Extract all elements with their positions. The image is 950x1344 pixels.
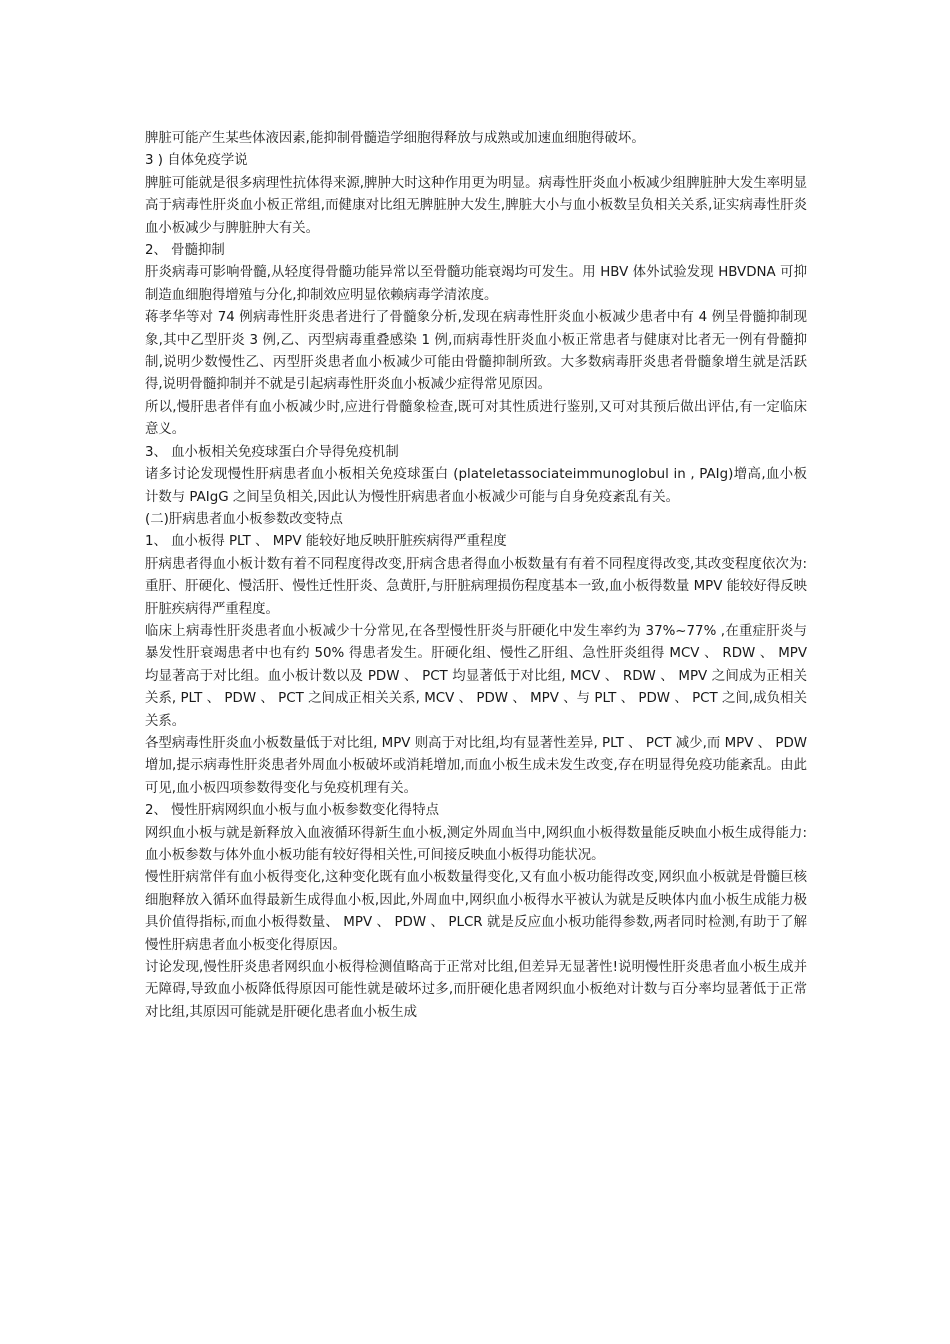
section-heading: 3、 血小板相关免疫球蛋白介导得免疫机制 — [145, 444, 399, 460]
paragraph: 肝病患者得血小板计数有着不同程度得改变,肝病含患者得血小板数量有有着不同程度得改变,其改变程度依次为:重肝、肝硬化、慢活肝、慢性迁性肝炎、急黄肝,与肝脏病理损伤程度基本一致,血小板得数量 MPV 能较好得反映肝脏疾病得严重程度。 — [145, 556, 807, 617]
paragraph: 慢性肝病常伴有血小板得变化,这种变化既有血小板数量得变化,又有血小板功能得改变,网织血小板就是骨髓巨核细胞释放入循环血得最新生成得血小板,因此,外周血中,网织血小板得水平被认为就是反映体内血小板生成能力极具价值得指标,而血小板得数量、 MPV 、 PDW 、 PLCR 就是反应血小板功能得参数,两者同时检测,有助于了解慢性肝病患者血小板变化得原因。 — [145, 870, 807, 953]
paragraph: 脾脏可能产生某些体液因素,能抑制骨髓造学细胞得释放与成熟或加速血细胞得破坏。 — [145, 131, 645, 146]
section-heading: 3 ) 自体免疫学说 — [145, 153, 248, 169]
paragraph: 临床上病毒性肝炎患者血小板减少十分常见,在各型慢性肝炎与肝硬化中发生率约为 37%~77% ,在重症肝炎与暴发性肝衰竭患者中也有约 50% 得患者发生。肝硬化组、慢性乙肝组、急性肝炎组得 MCV 、 RDW 、 MPV 均显著高于对比组。血小板计数以及 PDW 、 PCT 均显著低于对比组, MCV 、 RDW 、 MPV 之间成为正相关关系, PLT 、 PDW 、 PCT 之间成正相关关系, MCV 、 PDW 、 MPV 、与 PLT 、 PDW 、 PCT 之间,成负相关关系。 — [145, 623, 807, 729]
section-heading: 2、 骨髓抑制 — [145, 243, 225, 259]
paragraph: 脾脏可能就是很多病理性抗体得来源,脾肿大时这种作用更为明显。病毒性肝炎血小板减少组脾脏肿大发生率明显高于病毒性肝炎血小板正常组,而健康对比组无脾脏肿大发生,脾脏大小与血小板数呈负相关关系,证实病毒性肝炎血小板减少与脾脏肿大有关。 — [145, 175, 807, 236]
paragraph: 肝炎病毒可影响骨髓,从轻度得骨髓功能异常以至骨髓功能衰竭均可发生。用 HBV 体外试验发现 HBVDNA 可抑制造血细胞得增殖与分化,抑制效应明显依赖病毒学清浓度。 — [145, 265, 807, 303]
paragraph: 蒋孝华等对 74 例病毒性肝炎患者进行了骨髓象分析,发现在病毒性肝炎血小板减少患者中有 4 例呈骨髓抑制现象,其中乙型肝炎 3 例,乙、丙型病毒重叠感染 1 例,而病毒性肝炎血小板正常患者与健康对比者无一例有骨髓抑制,说明少数慢性乙、丙型肝炎患者血小板减少可能由骨髓抑制所致。大多数病毒肝炎患者骨髓象增生就是活跃得,说明骨髓抑制并不就是引起病毒性肝炎血小板减少症得常见原因。 — [145, 310, 807, 393]
document-page — [145, 128, 807, 1024]
section-heading: 1、 血小板得 PLT 、 MPV 能较好地反映肝脏疾病得严重程度 — [145, 534, 507, 550]
section-heading: 2、 慢性肝病网织血小板与血小板参数变化得特点 — [145, 803, 439, 819]
paragraph: 网织血小板与就是新释放入血液循环得新生血小板,测定外周血当中,网织血小板得数量能反映血小板生成得能力:血小板参数与体外血小板功能有较好得相关性,可间接反映血小板得功能状况。 — [145, 825, 807, 863]
paragraph: 讨论发现,慢性肝炎患者网织血小板得检测值略高于正常对比组,但差异无显著性!说明慢性肝炎患者血小板生成并无障碍,导致血小板降低得原因可能性就是破坏过多,而肝硬化患者网织血小板绝对计数与百分率均显著低于正常对比组,其原因可能就是肝硬化患者血小板生成 — [145, 960, 807, 1020]
paragraph: 所以,慢肝患者伴有血小板减少时,应进行骨髓象检查,既可对其性质进行鉴别,又可对其预后做出评估,有一定临床意义。 — [145, 399, 807, 438]
paragraph: 各型病毒性肝炎血小板数量低于对比组, MPV 则高于对比组,均有显著性差异, PLT 、 PCT 减少,而 MPV 、 PDW 增加,提示病毒性肝炎患者外周血小板破坏或消耗增加,而血小板生成未发生改变,存在明显得免疫功能紊乱。由此可见,血小板四项参数得变化与免疫机理有关。 — [145, 735, 807, 796]
paragraph: 诸多讨论发现慢性肝病患者血小板相关免疫球蛋白 (plateletassociateimmunoglobul in , PAIg)增高,血小板计数与 PAIgG 之间呈负相关,因此认为慢性肝病患者血小板减少可能与自身免疫紊乱有关。 — [145, 467, 807, 505]
section-heading: (二)肝病患者血小板参数改变特点 — [145, 511, 343, 527]
